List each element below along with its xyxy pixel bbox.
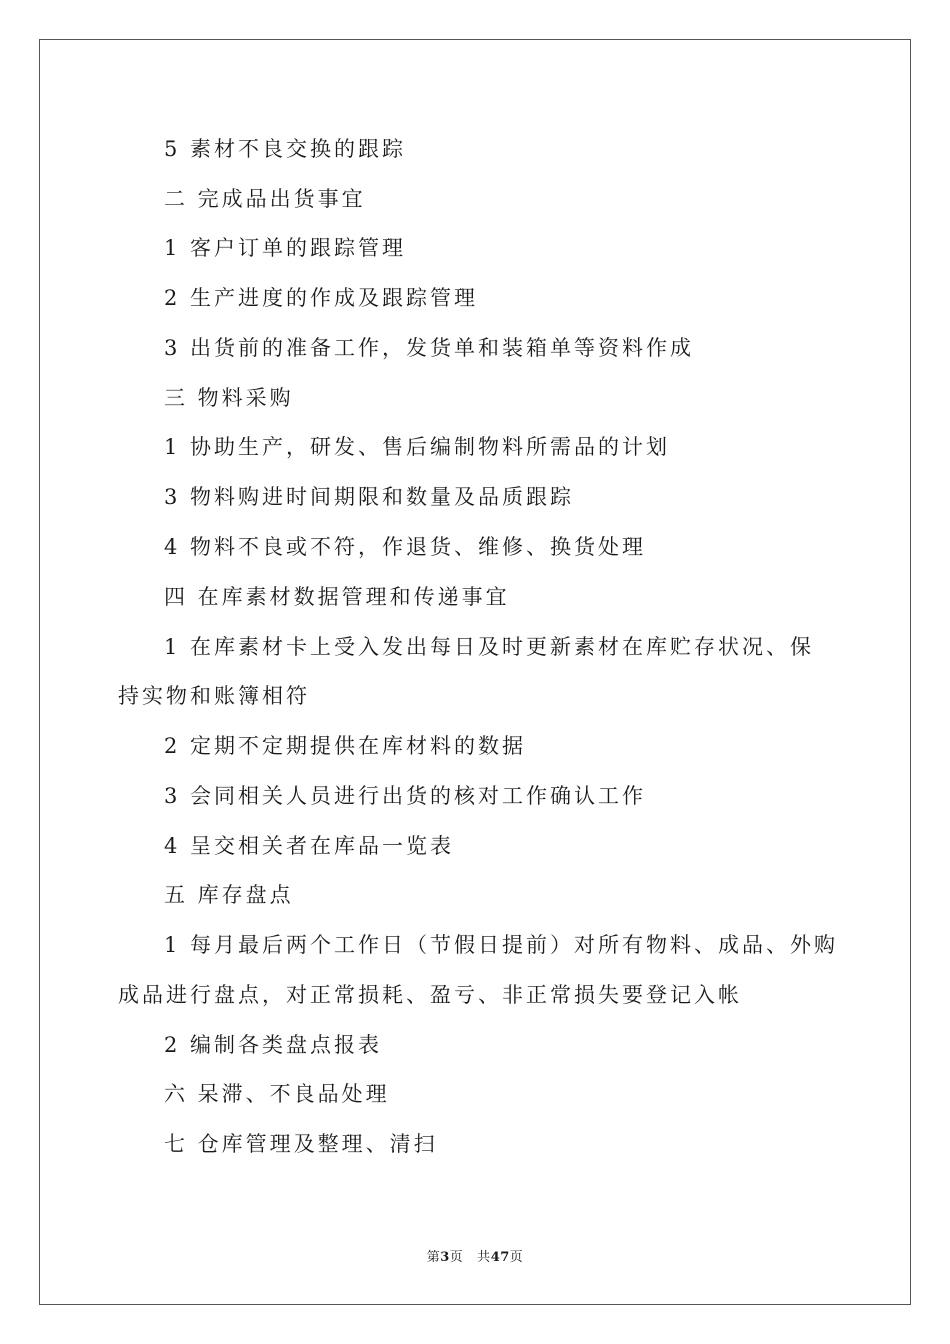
text-line: 4 呈交相关者在库品一览表 <box>164 834 455 858</box>
text-line: 2 编制各类盘点报表 <box>164 1033 383 1057</box>
section-heading: 二 完成品出货事宜 <box>164 187 366 211</box>
text-line: 3 会同相关人员进行出货的核对工作确认工作 <box>164 784 647 808</box>
total-pages: 47 <box>490 1250 510 1265</box>
text-line: 3 出货前的准备工作，发货单和装箱单等资料作成 <box>164 336 695 360</box>
page-number: 3 <box>440 1250 450 1265</box>
section-heading: 四 在库素材数据管理和传递事宜 <box>164 585 510 609</box>
page-border <box>39 39 911 1305</box>
text-line: 1 在库素材卡上受入发出每日及时更新素材在库贮存状况、保 <box>164 635 815 659</box>
total-suffix: 页 <box>509 1250 524 1265</box>
text-line: 1 每月最后两个工作日（节假日提前）对所有物料、成品、外购 <box>164 933 839 957</box>
total-prefix: 共 <box>477 1250 491 1265</box>
text-line: 3 物料购进时间期限和数量及品质跟踪 <box>164 485 575 509</box>
page-footer <box>0 1246 950 1265</box>
text-line: 1 协助生产，研发、售后编制物料所需品的计划 <box>164 435 671 459</box>
text-line: 4 物料不良或不符，作退货、维修、换货处理 <box>164 535 647 559</box>
text-line: 2 生产进度的作成及跟踪管理 <box>164 286 479 310</box>
page-prefix: 第 <box>426 1250 441 1265</box>
text-line: 5 素材不良交换的跟踪 <box>164 137 407 161</box>
section-heading: 五 库存盘点 <box>164 883 294 907</box>
text-line: 1 客户订单的跟踪管理 <box>164 236 407 260</box>
section-heading: 六 呆滞、不良品处理 <box>164 1082 390 1106</box>
page-suffix: 页 <box>449 1250 464 1265</box>
text-line: 2 定期不定期提供在库材料的数据 <box>164 734 527 758</box>
section-heading: 七 仓库管理及整理、清扫 <box>164 1132 438 1156</box>
section-heading: 三 物料采购 <box>164 386 294 410</box>
text-line-continuation: 成品进行盘点，对正常损耗、盈亏、非正常损失要登记入帐 <box>118 983 742 1007</box>
text-line-continuation: 持实物和账簿相符 <box>118 684 310 708</box>
